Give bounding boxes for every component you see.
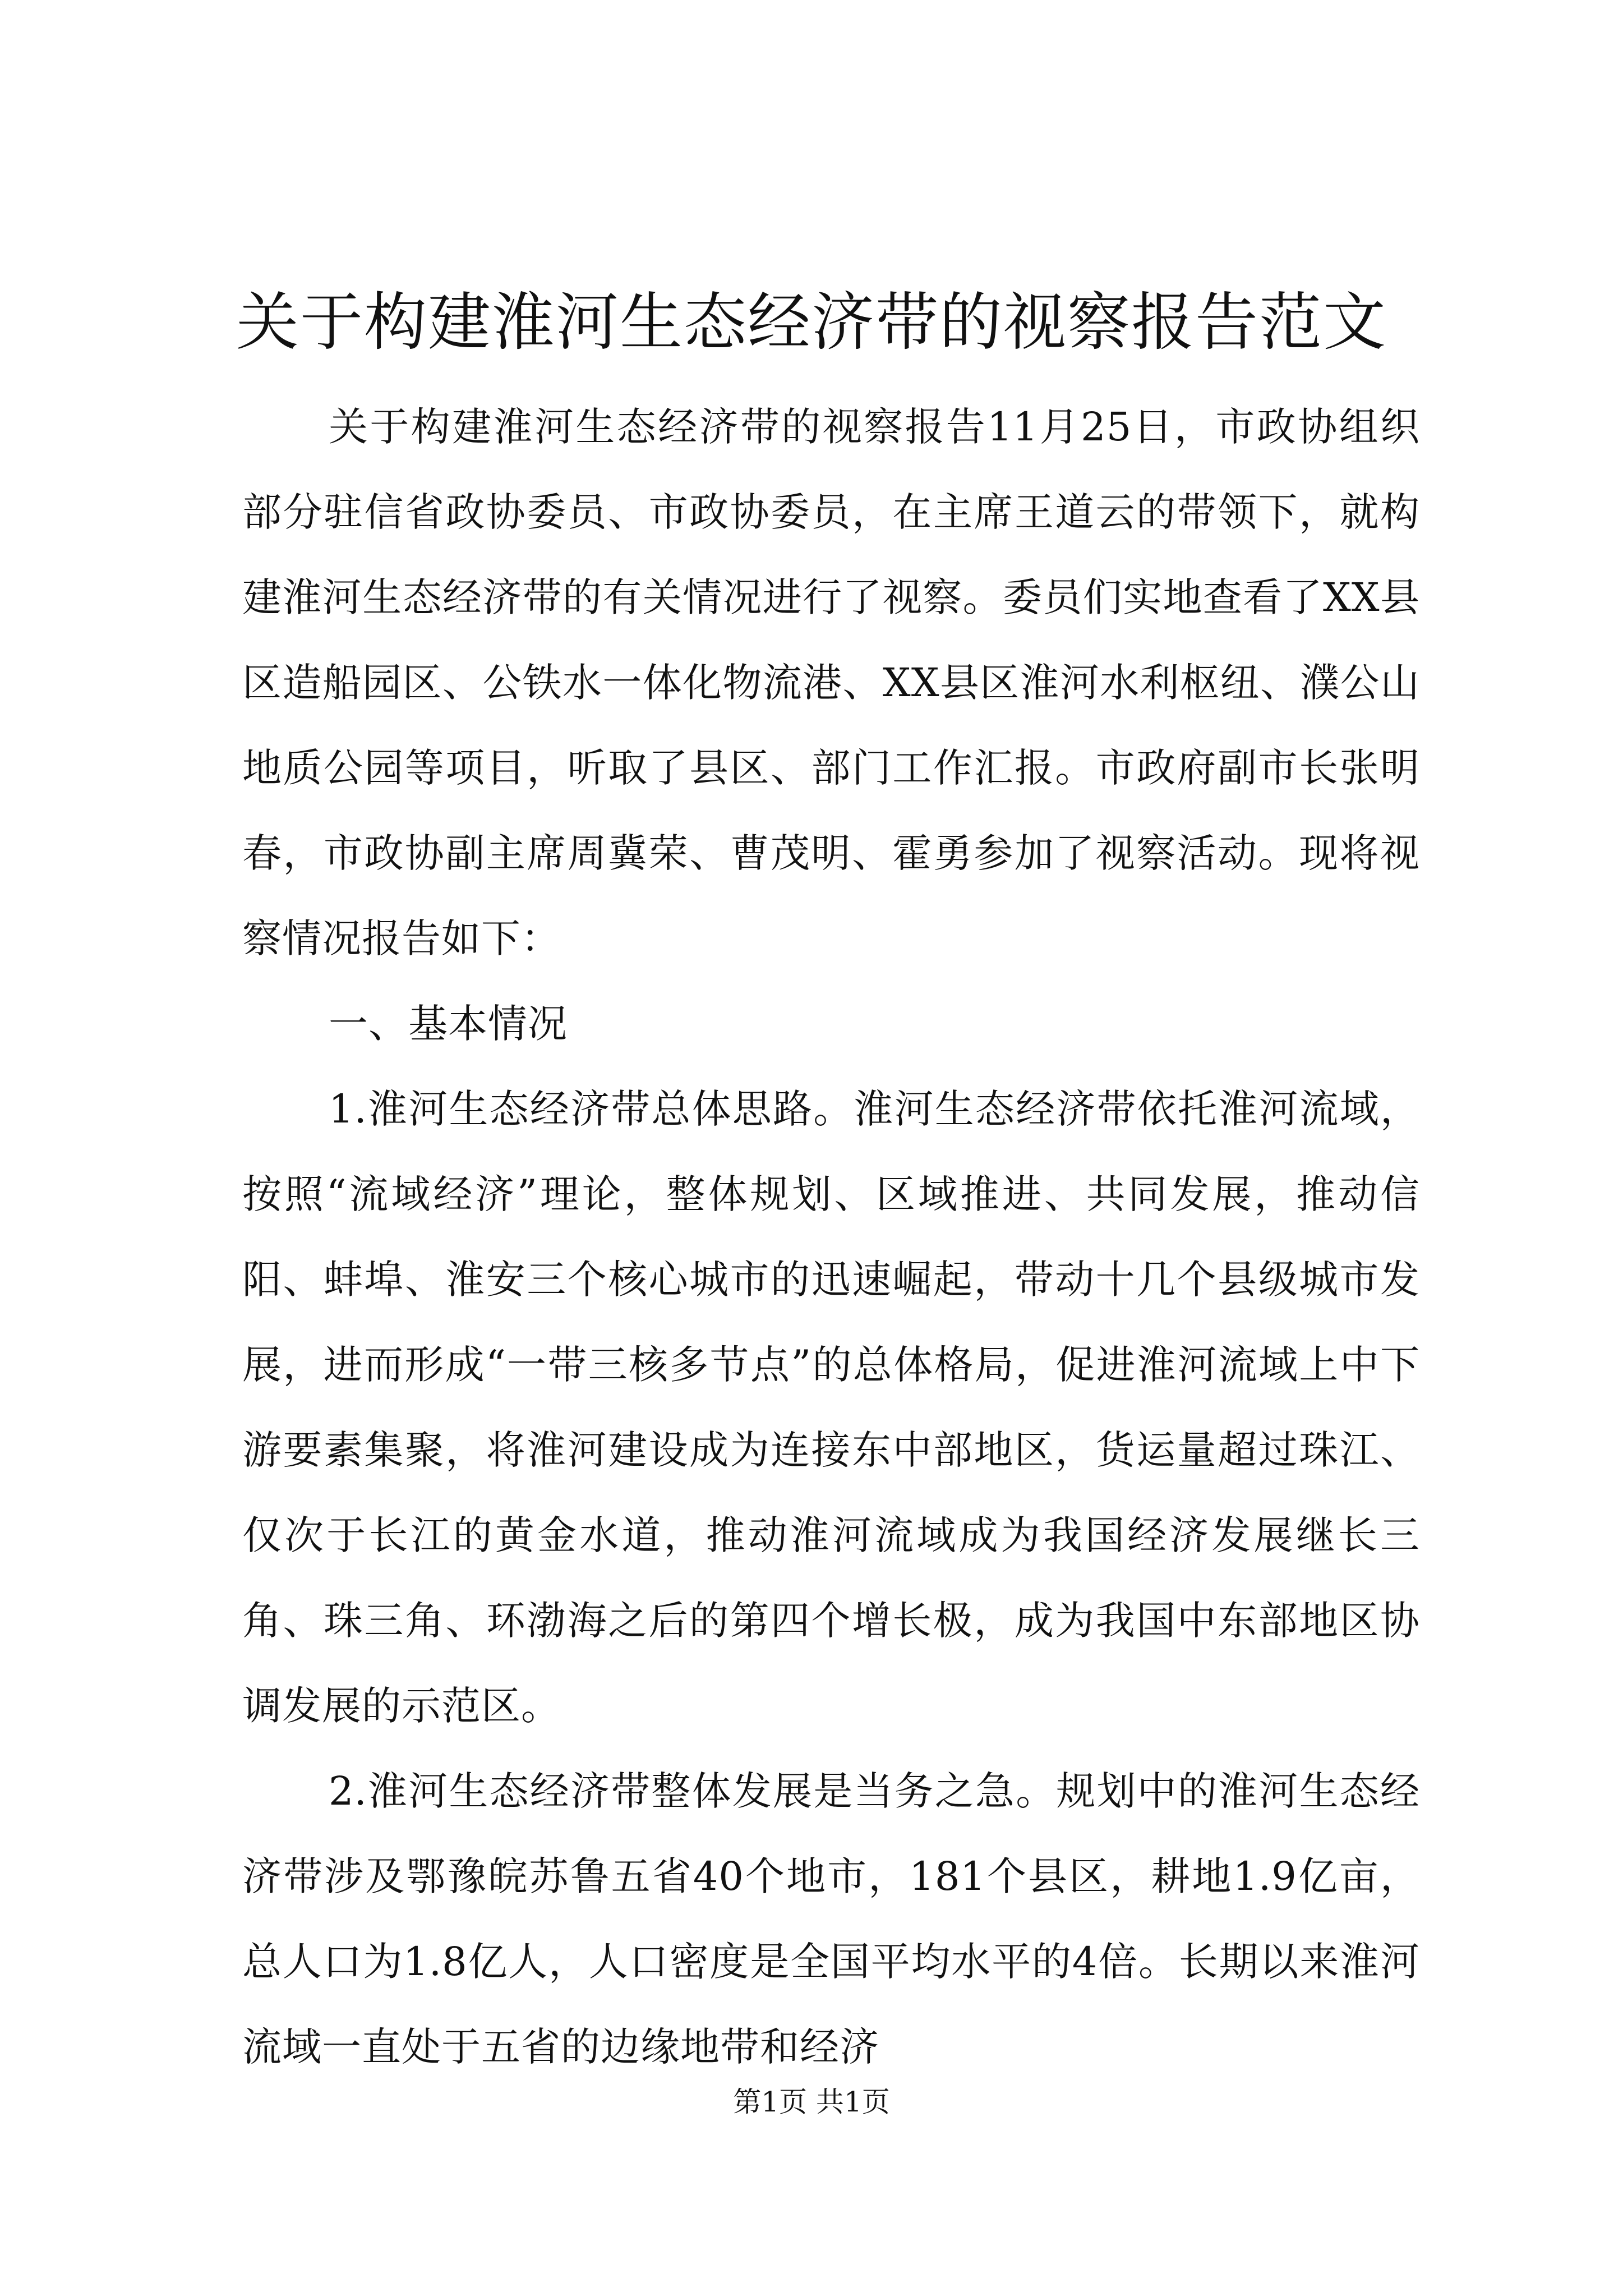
page-footer: 第1页 共1页 [733, 2086, 890, 2118]
document-title: 关于构建淮河生态经济带的视察报告范文 [236, 286, 1387, 359]
paragraph-overall-approach: 1.淮河生态经济带总体思路。淮河生态经济带依托淮河流域，按照“流域经济”理论，整体规划、区域推进、共同发展，推动信阳、蚌埠、淮安三个核心城市的迅速崛起，带动十几个县级城市发展，进而形成“一带三核多节点”的总体格局，促进淮河流域上中下游要素集聚，将淮河建设成为连接东中部地区，货运量超过珠江、仅次于长江的黄金水道，推动淮河流域成为我国经济发展继长三角、珠三角、环渤海之后的第四个增长极，成为我国中东部地区协调发展的示范区。 [242, 1086, 1420, 1729]
paragraph-intro: 关于构建淮河生态经济带的视察报告11月25日，市政协组织部分驻信省政协委员、市政协委员，在主席王道云的带领下，就构建淮河生态经济带的有关情况进行了视察。委员们实地查看了XX县区造船园区、公铁水一体化物流港、XX县区淮河水利枢纽、濮公山地质公园等项目，听取了县区、部门工作汇报。市政府副市长张明春，市政协副主席周冀荣、曹茂明、霍勇参加了视察活动。现将视察情况报告如下： [242, 404, 1420, 961]
section-heading-basic-situation: 一、基本情况 [329, 1001, 568, 1047]
document-body [242, 384, 1420, 2090]
paragraph-urgency: 2.淮河生态经济带整体发展是当务之急。规划中的淮河生态经济带涉及鄂豫皖苏鲁五省40个地市，181个县区，耕地1.9亿亩，总人口为1.8亿人，人口密度是全国平均水平的4倍。长期以来淮河流域一直处于五省的边缘地带和经济 [242, 1768, 1420, 2070]
